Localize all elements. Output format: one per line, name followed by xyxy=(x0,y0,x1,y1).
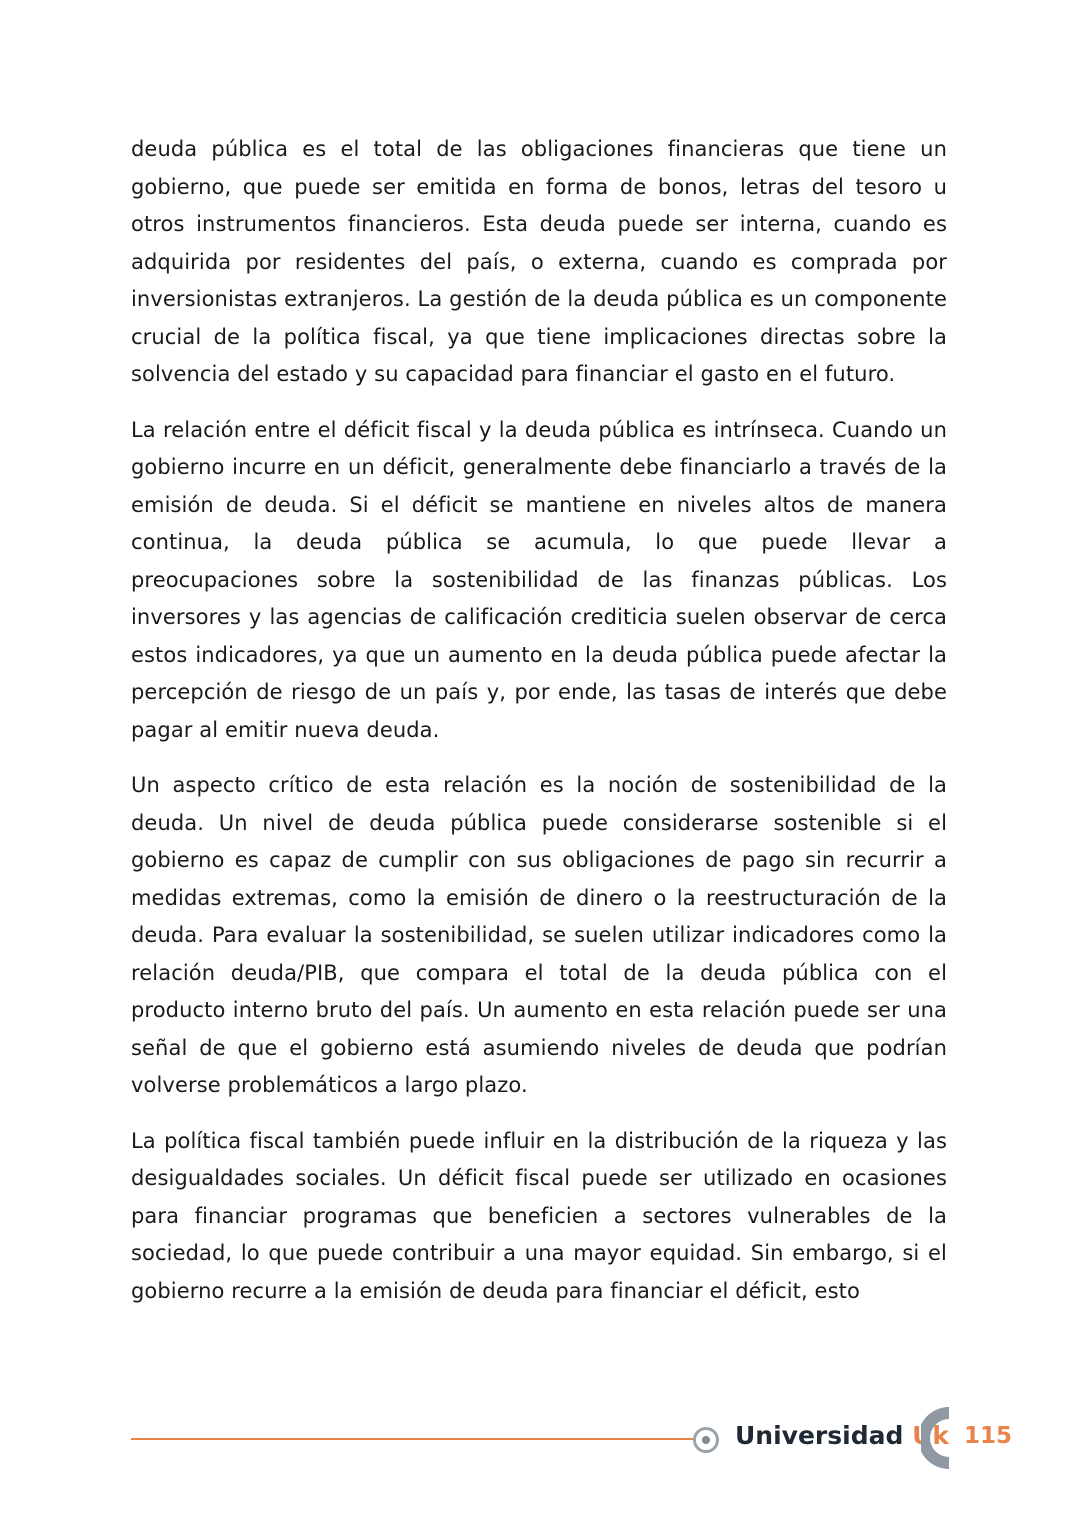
brand-name: Universidad xyxy=(735,1421,904,1450)
brand-accent: Uk xyxy=(912,1421,950,1450)
paragraph-2: La relación entre el déficit fiscal y la deuda pública es intrínseca. Cuando un gobierno incurre en un déficit, generalmente debe financiarlo a través de la emisión de deuda. Si el déficit se mantiene en niveles altos de manera continua, la deuda pública se acumula, lo que puede llevar a preocupaciones sobre la sostenibilidad de las finanzas públicas. Los inversores y las agencias de calificación crediticia suelen observar de cerca estos indicadores, ya que un aumento en la deuda pública puede afectar la percepción de riesgo de un país y, por ende, las tasas de interés que debe pagar al emitir nueva deuda. xyxy=(131,417,947,742)
page-footer xyxy=(131,1405,1031,1475)
paragraph-1: deuda pública es el total de las obligaciones financieras que tiene un gobierno, que puede ser emitida en forma de bonos, letras del tesoro u otros instrumentos financieros. Esta deuda puede ser interna, cuando es adquirida por residentes del país, o externa, cuando es comprada por inversionistas extranjeros. La gestión de la deuda pública es un componente crucial de la política fiscal, ya que tiene implicaciones directas sobre la solvencia del estado y su capacidad para financiar el gasto en el futuro. xyxy=(131,137,947,386)
brand-logo xyxy=(735,1421,949,1450)
page-body xyxy=(131,131,947,1328)
target-icon xyxy=(693,1427,719,1453)
paragraph-4: La política fiscal también puede influir en la distribución de la riqueza y las desigualdades sociales. Un déficit fiscal puede ser utilizado en ocasiones para financiar programas que beneficien a sectores vulnerables de la sociedad, lo que puede contribuir a una mayor equidad. Sin embargo, si el gobierno recurre a la emisión de deuda para financiar el déficit, esto xyxy=(131,1128,947,1303)
paragraph-3: Un aspecto crítico de esta relación es la noción de sostenibilidad de la deuda. Un nivel de deuda pública puede considerarse sostenible si el gobierno es capaz de cumplir con sus obligaciones de pago sin recurrir a medidas extremas, como la emisión de dinero o la reestructuración de la deuda. Para evaluar la sostenibilidad, se suelen utilizar indicadores como la relación deuda/PIB, que compara el total de la deuda pública con el producto interno bruto del país. Un aumento en esta relación puede ser una señal de que el gobierno está asumiendo niveles de deuda que podrían volverse problemáticos a largo plazo. xyxy=(131,773,947,1097)
page-number: 115 xyxy=(964,1423,1013,1449)
footer-divider-line xyxy=(131,1438,693,1440)
